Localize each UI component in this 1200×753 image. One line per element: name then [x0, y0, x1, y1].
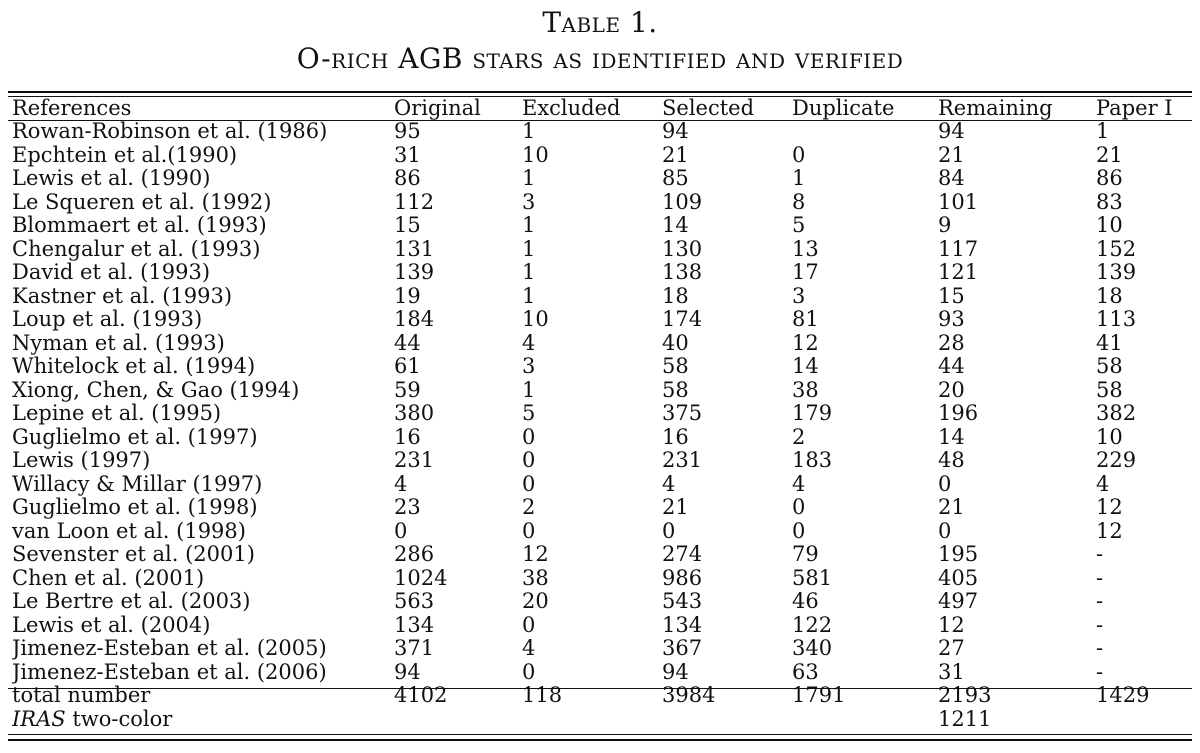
iras-original [394, 708, 522, 732]
paper1-cell: - [1096, 613, 1104, 637]
remaining-cell: 84 [938, 167, 965, 191]
reference-cell: Blommaert et al. (1993) [12, 214, 267, 238]
iras-label [12, 708, 394, 732]
remaining-cell: 93 [938, 308, 965, 332]
column-header: Selected [662, 96, 755, 120]
selected-cell: 543 [662, 590, 703, 614]
paper1-cell: 41 [1096, 331, 1123, 355]
selected-cell: 375 [662, 402, 703, 426]
original-cell: 95 [394, 120, 421, 144]
original-cell: 86 [394, 167, 421, 191]
selected-cell: 0 [662, 519, 676, 543]
original-cell: 4 [394, 472, 408, 496]
paper1-cell: 83 [1096, 190, 1123, 214]
excluded-cell: 1 [522, 261, 536, 285]
remaining-cell: 21 [938, 143, 965, 167]
selected-cell: 58 [662, 378, 689, 402]
remaining-cell: 48 [938, 449, 965, 473]
excluded-cell: 0 [522, 660, 536, 684]
excluded-cell: 0 [522, 425, 536, 449]
remaining-cell: 21 [938, 496, 965, 520]
duplicate-cell: 46 [792, 590, 819, 614]
total-remaining: 2193 [938, 684, 992, 708]
paper1-cell: 139 [1096, 261, 1137, 285]
bottom-rule-thick [8, 739, 1192, 741]
original-cell: 286 [394, 543, 435, 567]
table-row [12, 308, 1196, 332]
column-header: Original [394, 96, 481, 120]
remaining-cell: 0 [938, 472, 952, 496]
remaining-cell: 94 [938, 120, 965, 144]
iras-selected [662, 708, 792, 732]
paper1-cell: 21 [1096, 143, 1123, 167]
total-label: total number [12, 684, 151, 708]
duplicate-cell: 13 [792, 237, 819, 261]
selected-cell: 174 [662, 308, 703, 332]
iras-paper1 [1096, 708, 1196, 732]
reference-cell: Le Bertre et al. (2003) [12, 590, 251, 614]
column-header: Remaining [938, 96, 1053, 120]
selected-cell: 21 [662, 143, 689, 167]
excluded-cell: 1 [522, 284, 536, 308]
table-row [12, 167, 1196, 191]
duplicate-cell: 5 [792, 214, 806, 238]
title-rest: stars as identified and verified [472, 42, 904, 75]
table-row [12, 261, 1196, 285]
remaining-cell: 117 [938, 237, 979, 261]
table-row [12, 120, 1196, 144]
original-cell: 61 [394, 355, 421, 379]
table-row [12, 567, 1196, 591]
original-cell: 112 [394, 190, 435, 214]
column-header: Duplicate [792, 96, 895, 120]
original-cell: 380 [394, 402, 435, 426]
duplicate-cell: 0 [792, 519, 806, 543]
column-header: Paper I [1096, 96, 1173, 120]
reference-cell: Guglielmo et al. (1998) [12, 496, 258, 520]
original-cell: 19 [394, 284, 421, 308]
remaining-cell: 44 [938, 355, 965, 379]
reference-cell: Loup et al. (1993) [12, 308, 203, 332]
title-acronym: AGB [398, 42, 463, 75]
reference-cell: Lewis (1997) [12, 449, 151, 473]
excluded-cell: 12 [522, 543, 549, 567]
paper1-cell: 152 [1096, 237, 1137, 261]
iras-remaining: 1211 [938, 707, 992, 731]
original-cell: 0 [394, 519, 408, 543]
reference-cell: Willacy & Millar (1997) [12, 472, 263, 496]
reference-cell: Rowan-Robinson et al. (1986) [12, 120, 328, 144]
original-cell: 134 [394, 613, 435, 637]
table-row [12, 379, 1196, 403]
table-row [12, 214, 1196, 238]
paper1-cell: 10 [1096, 425, 1123, 449]
excluded-cell: 0 [522, 613, 536, 637]
excluded-cell: 10 [522, 143, 549, 167]
original-cell: 59 [394, 378, 421, 402]
selected-cell: 130 [662, 237, 703, 261]
selected-cell: 134 [662, 613, 703, 637]
selected-cell: 85 [662, 167, 689, 191]
reference-cell: Guglielmo et al. (1997) [12, 425, 258, 449]
reference-cell: van Loon et al. (1998) [12, 519, 246, 543]
reference-cell: Jimenez-Esteban et al. (2006) [12, 660, 327, 684]
paper1-cell: - [1096, 590, 1104, 614]
iras-label-rest: two-color [65, 707, 173, 731]
excluded-cell: 5 [522, 402, 536, 426]
paper1-cell: 113 [1096, 308, 1137, 332]
table-row [12, 238, 1196, 262]
reference-cell: Xiong, Chen, & Gao (1994) [12, 378, 300, 402]
original-cell: 1024 [394, 566, 448, 590]
table-row [12, 144, 1196, 168]
reference-cell: Lewis et al. (2004) [12, 613, 211, 637]
duplicate-cell: 17 [792, 261, 819, 285]
excluded-cell: 1 [522, 237, 536, 261]
duplicate-cell: 1 [792, 167, 806, 191]
original-cell: 16 [394, 425, 421, 449]
paper1-cell: 229 [1096, 449, 1137, 473]
table-row [12, 520, 1196, 544]
original-cell: 139 [394, 261, 435, 285]
selected-cell: 4 [662, 472, 676, 496]
excluded-cell: 0 [522, 519, 536, 543]
original-cell: 184 [394, 308, 435, 332]
duplicate-cell: 2 [792, 425, 806, 449]
selected-cell: 16 [662, 425, 689, 449]
table-row [12, 332, 1196, 356]
table-body [12, 120, 1196, 684]
remaining-cell: 0 [938, 519, 952, 543]
selected-cell: 138 [662, 261, 703, 285]
top-rule-thick [8, 91, 1192, 93]
paper1-cell: - [1096, 543, 1104, 567]
excluded-cell: 4 [522, 637, 536, 661]
paper1-cell: 12 [1096, 496, 1123, 520]
excluded-cell: 20 [522, 590, 549, 614]
excluded-cell: 0 [522, 472, 536, 496]
duplicate-cell: 63 [792, 660, 819, 684]
table-row [12, 614, 1196, 638]
excluded-cell: 3 [522, 355, 536, 379]
excluded-cell: 1 [522, 378, 536, 402]
selected-cell: 18 [662, 284, 689, 308]
table-row [12, 426, 1196, 450]
remaining-cell: 20 [938, 378, 965, 402]
total-excluded: 118 [522, 684, 563, 708]
paper1-cell: 382 [1096, 402, 1137, 426]
reference-cell: David et al. (1993) [12, 261, 211, 285]
reference-cell: Le Squeren et al. (1992) [12, 190, 272, 214]
bottom-rule-thin [8, 734, 1192, 735]
remaining-cell: 14 [938, 425, 965, 449]
iras-label-italic: IRAS [12, 707, 66, 731]
paper1-cell: 18 [1096, 284, 1123, 308]
remaining-cell: 195 [938, 543, 979, 567]
duplicate-cell: 81 [792, 308, 819, 332]
remaining-cell: 15 [938, 284, 965, 308]
duplicate-cell [792, 120, 938, 144]
column-header: References [12, 96, 132, 120]
table-row [12, 402, 1196, 426]
table-row [12, 473, 1196, 497]
table-row [12, 449, 1196, 473]
excluded-cell: 1 [522, 120, 536, 144]
excluded-cell: 2 [522, 496, 536, 520]
original-cell: 231 [394, 449, 435, 473]
remaining-cell: 31 [938, 660, 965, 684]
excluded-cell: 38 [522, 566, 549, 590]
selected-cell: 40 [662, 331, 689, 355]
excluded-cell: 1 [522, 167, 536, 191]
remaining-cell: 405 [938, 566, 979, 590]
total-selected: 3984 [662, 684, 716, 708]
remaining-cell: 497 [938, 590, 979, 614]
paper1-cell: 58 [1096, 378, 1123, 402]
paper1-cell: 10 [1096, 214, 1123, 238]
paper1-cell: 86 [1096, 167, 1123, 191]
duplicate-cell: 38 [792, 378, 819, 402]
duplicate-cell: 3 [792, 284, 806, 308]
table-row [12, 637, 1196, 661]
selected-cell: 986 [662, 566, 703, 590]
table-label-text: Table 1. [542, 6, 658, 39]
iras-excluded [522, 708, 662, 732]
paper1-cell: - [1096, 660, 1104, 684]
selected-cell: 58 [662, 355, 689, 379]
remaining-cell: 101 [938, 190, 979, 214]
paper1-cell: 4 [1096, 472, 1110, 496]
duplicate-cell: 581 [792, 566, 833, 590]
column-header: Excluded [522, 96, 621, 120]
reference-cell: Epchtein et al.(1990) [12, 143, 238, 167]
selected-cell: 94 [662, 660, 689, 684]
reference-cell: Chen et al. (2001) [12, 566, 205, 590]
duplicate-cell: 0 [792, 143, 806, 167]
reference-cell: Lepine et al. (1995) [12, 402, 222, 426]
original-cell: 371 [394, 637, 435, 661]
original-cell: 563 [394, 590, 435, 614]
duplicate-cell: 183 [792, 449, 833, 473]
remaining-cell: 9 [938, 214, 952, 238]
selected-cell: 21 [662, 496, 689, 520]
duplicate-cell: 4 [792, 472, 806, 496]
iras-row [12, 708, 1196, 732]
paper1-cell: 12 [1096, 519, 1123, 543]
selected-cell: 231 [662, 449, 703, 473]
table-label [0, 6, 1200, 39]
original-cell: 15 [394, 214, 421, 238]
selected-cell: 14 [662, 214, 689, 238]
duplicate-cell: 8 [792, 190, 806, 214]
duplicate-cell: 340 [792, 637, 833, 661]
paper1-cell: - [1096, 637, 1104, 661]
remaining-cell: 28 [938, 331, 965, 355]
remaining-cell: 27 [938, 637, 965, 661]
duplicate-cell: 14 [792, 355, 819, 379]
duplicate-cell: 0 [792, 496, 806, 520]
remaining-cell: 12 [938, 613, 965, 637]
excluded-cell: 3 [522, 190, 536, 214]
total-row [12, 684, 1196, 708]
table-row [12, 590, 1196, 614]
total-duplicate: 1791 [792, 684, 846, 708]
remaining-cell: 196 [938, 402, 979, 426]
duplicate-cell: 179 [792, 402, 833, 426]
reference-cell: Sevenster et al. (2001) [12, 543, 255, 567]
reference-cell: Lewis et al. (1990) [12, 167, 211, 191]
reference-cell: Whitelock et al. (1994) [12, 355, 256, 379]
remaining-cell: 121 [938, 261, 979, 285]
selected-cell: 274 [662, 543, 703, 567]
reference-cell: Chengalur et al. (1993) [12, 237, 261, 261]
selected-cell: 94 [662, 120, 689, 144]
original-cell: 131 [394, 237, 435, 261]
original-cell: 44 [394, 331, 421, 355]
table-row [12, 355, 1196, 379]
reference-cell: Nyman et al. (1993) [12, 331, 225, 355]
iras-duplicate [792, 708, 938, 732]
duplicate-cell: 122 [792, 613, 833, 637]
total-paper1: 1429 [1096, 684, 1150, 708]
original-cell: 94 [394, 660, 421, 684]
header-row [12, 96, 1196, 120]
table-row [12, 543, 1196, 567]
table-row [12, 496, 1196, 520]
total-original: 4102 [394, 684, 448, 708]
excluded-cell: 1 [522, 214, 536, 238]
excluded-cell: 10 [522, 308, 549, 332]
original-cell: 31 [394, 143, 421, 167]
selected-cell: 109 [662, 190, 703, 214]
reference-cell: Jimenez-Esteban et al. (2005) [12, 637, 327, 661]
agb-table [12, 96, 1196, 731]
excluded-cell: 0 [522, 449, 536, 473]
paper1-cell: 58 [1096, 355, 1123, 379]
table-title [0, 42, 1200, 75]
duplicate-cell: 79 [792, 543, 819, 567]
original-cell: 23 [394, 496, 421, 520]
title-prefix: O-rich [296, 42, 389, 75]
excluded-cell: 4 [522, 331, 536, 355]
table-row [12, 285, 1196, 309]
duplicate-cell: 12 [792, 331, 819, 355]
paper1-cell: 1 [1096, 120, 1110, 144]
reference-cell: Kastner et al. (1993) [12, 284, 233, 308]
selected-cell: 367 [662, 637, 703, 661]
paper1-cell: - [1096, 566, 1104, 590]
table-row [12, 191, 1196, 215]
table-row [12, 661, 1196, 685]
